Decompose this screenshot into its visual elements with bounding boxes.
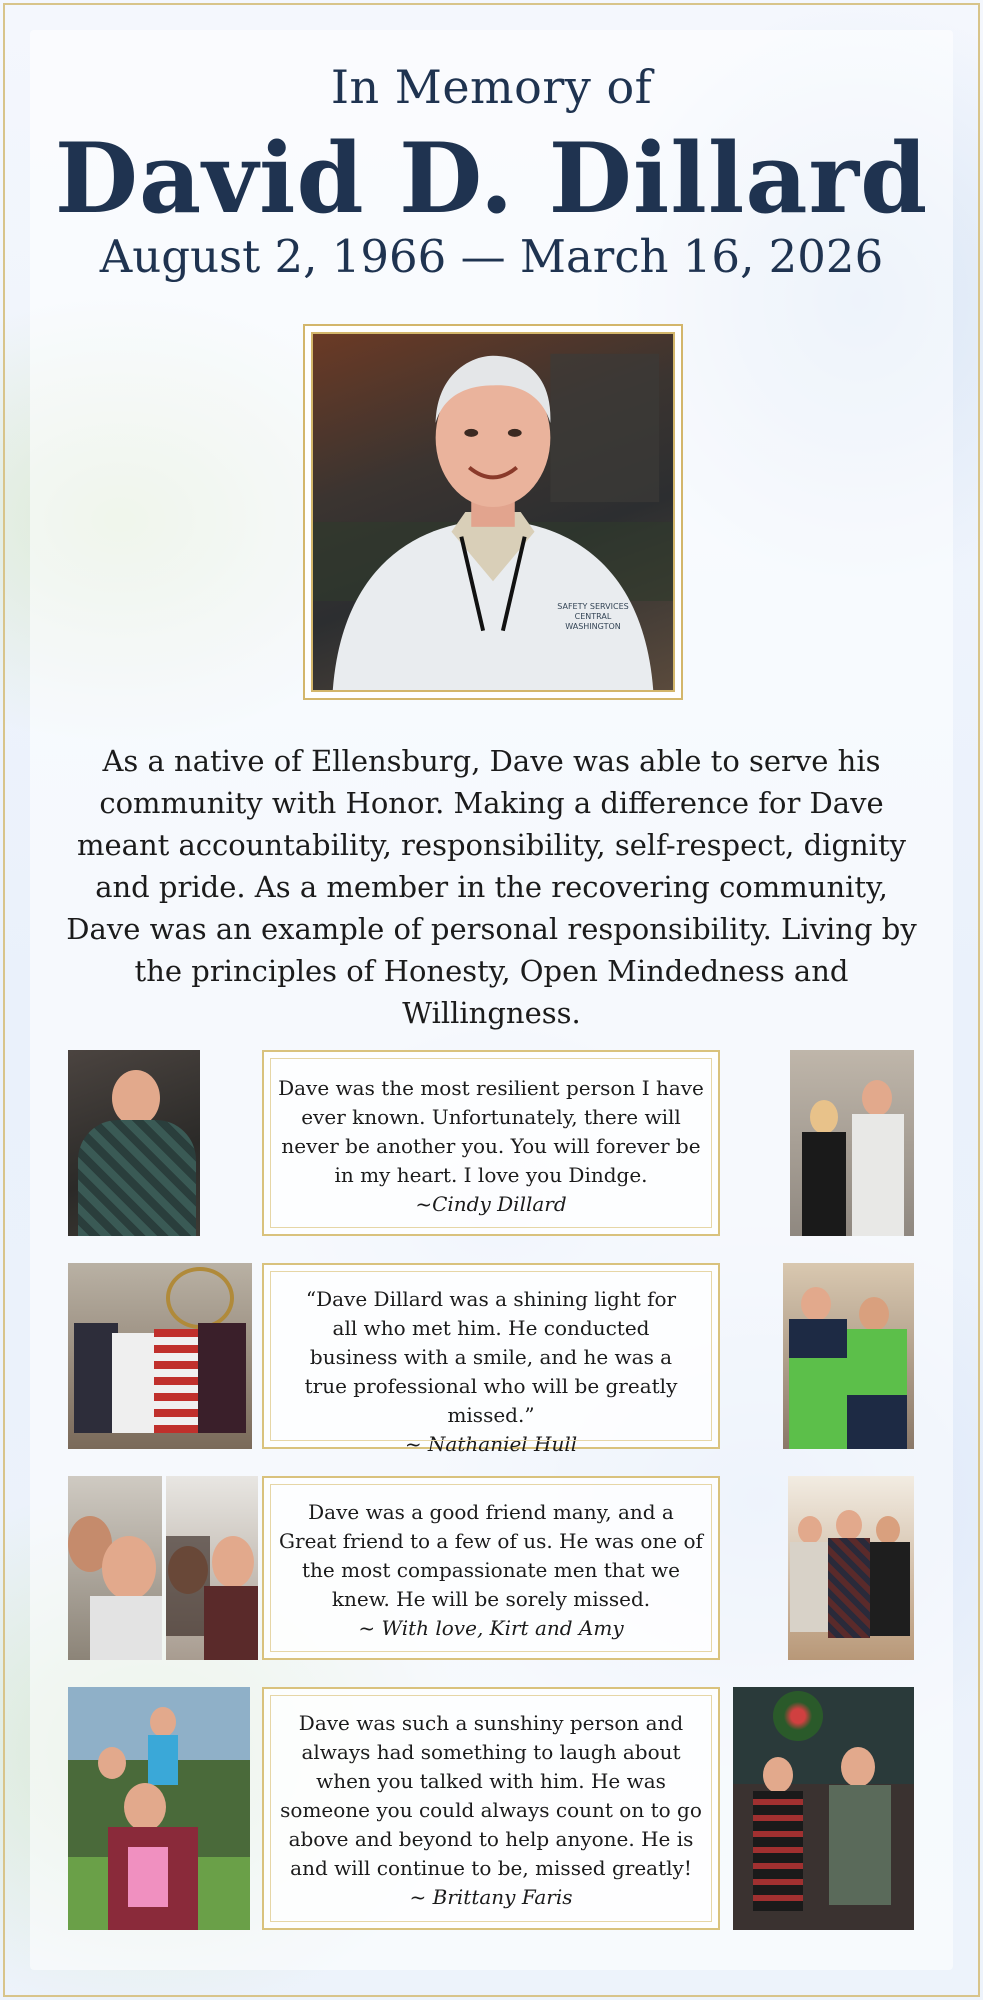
photo-selfie-pair-right xyxy=(166,1476,258,1660)
life-dates: August 2, 1966 — March 16, 2026 xyxy=(99,230,884,283)
tribute-text-4: Dave was such a sunshiny person and always had something to laugh about when you talked with him. He was someone you could always count on to go above and beyond to help anyone. He is and will continue to be, missed greatly! xyxy=(280,1711,702,1880)
in-memory-of-heading: In Memory of xyxy=(330,60,653,114)
tribute-text-3: Dave was a good friend many, and a Great friend to a few of us. He was one of the most compassionate men that we knew. He will be sorely missed. xyxy=(279,1500,703,1611)
tribute-text-2: “Dave Dillard was a shining light for all who met him. He conducted business with a smile, and he was a true professional who will be greatly missed.” xyxy=(304,1287,678,1427)
jacket-logo-text: SAFETY SERVICES CENTRAL WASHINGTON xyxy=(557,602,629,631)
photo-seahawks-jerseys xyxy=(783,1263,914,1449)
portrait-photo xyxy=(311,332,675,692)
photo-with-blonde-woman xyxy=(790,1050,914,1236)
portrait-illustration xyxy=(313,334,673,690)
photo-selfie-pair-left xyxy=(68,1476,162,1660)
photo-group-of-three xyxy=(788,1476,914,1660)
tribute-author-4: ~ Brittany Faris xyxy=(409,1885,573,1909)
tribute-box-2 xyxy=(262,1263,720,1456)
tribute-author-2: ~ Nathaniel Hull xyxy=(404,1432,578,1456)
portrait-frame xyxy=(303,324,683,700)
tribute-text-1: Dave was the most resilient person I have ever known. Unfortunately, there will never be another you. You will forever be in my heart. I love you Dindge. xyxy=(278,1076,704,1187)
photo-seated-couple xyxy=(733,1687,914,1930)
tribute-author-3: ~ With love, Kirt and Amy xyxy=(358,1616,624,1640)
tribute-box-1 xyxy=(262,1050,720,1236)
tribute-box-3 xyxy=(262,1476,720,1660)
tribute-author-1: ~Cindy Dillard xyxy=(415,1192,567,1216)
photo-man-arms-crossed xyxy=(68,1050,200,1236)
biography-text: As a native of Ellensburg, Dave was able to serve his community with Honor. Making a difference for Dave meant accountability, responsibility, self-respect, dignity and pride. As a member in the recovering community, Dave was an example of personal responsibility. Living by the principles of Honesty, Open Mindedness and Willingness. xyxy=(66,744,917,1030)
tribute-box-4 xyxy=(262,1687,720,1930)
photo-with-grandchildren xyxy=(68,1687,250,1930)
photo-family-group xyxy=(68,1263,252,1449)
deceased-name: David D. Dillard xyxy=(54,122,929,235)
